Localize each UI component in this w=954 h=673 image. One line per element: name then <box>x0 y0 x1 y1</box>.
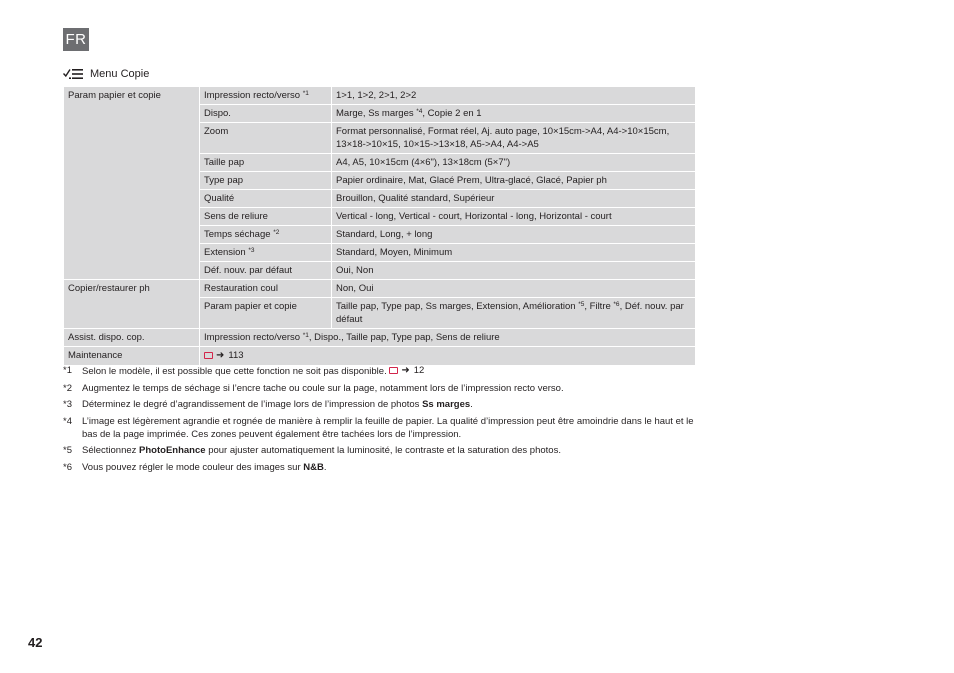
setting-name: Extension $^{*3}$ <box>200 244 332 262</box>
footnote: *1 Selon le modèle, il est possible que cette fonction ne soit pas disponible. ➜ 12 <box>63 365 425 377</box>
book-icon <box>389 367 398 374</box>
group-layout-copy-wizard: Assist. dispo. cop. <box>64 329 200 347</box>
setting-value: Marge, Ss marges $^{*4}$, Copie 2 en 1 <box>332 105 696 123</box>
setting-name: Restauration coul <box>200 280 332 298</box>
setting-value: Brouillon, Qualité standard, Supérieur <box>332 190 696 208</box>
setting-value: Standard, Long, + long <box>332 226 696 244</box>
footnote: *3 Déterminez le degré d’agrandissement de l’image lors de l’impression de photos Ss marges. <box>63 399 473 410</box>
footnote: *4 L’image est légèrement agrandie et rognée de manière à remplir la feuille de papier. La qualité d’impression peut être amoindrie dans le haut et le bas de la page imprimée. Ces zones peuvent également être tachées lors de l’impression. <box>63 415 694 440</box>
setting-value: A4, A5, 10×15cm (4×6"), 13×18cm (5×7") <box>332 154 696 172</box>
maintenance-page-reference[interactable] <box>200 347 696 366</box>
setting-name: Param papier et copie <box>200 298 332 329</box>
setting-value: Impression recto/verso $^{*1}$, Dispo., Taille pap, Type pap, Sens de reliure <box>200 329 696 347</box>
setting-name: Impression recto/verso $^{*1}$ <box>200 87 332 105</box>
reference-page-number: 113 <box>228 350 244 361</box>
footnote: *6 Vous pouvez régler le mode couleur des images sur N&B. <box>63 461 327 473</box>
setting-value: Papier ordinaire, Mat, Glacé Prem, Ultra-glacé, Glacé, Papier ph <box>332 172 696 190</box>
setting-value: 1>1, 1>2, 2>1, 2>2 <box>332 87 696 105</box>
group-copy-restore-photos: Copier/restaurer ph <box>64 280 200 329</box>
setting-value: Standard, Moyen, Minimum <box>332 244 696 262</box>
table-row <box>64 347 696 366</box>
setting-name: Zoom <box>200 123 332 154</box>
group-maintenance: Maintenance <box>64 347 200 366</box>
arrow-right-icon: ➜ <box>401 365 410 376</box>
copy-menu-table <box>63 86 696 366</box>
setting-name: Temps séchage $^{*2}$ <box>200 226 332 244</box>
arrow-right-icon: ➜ <box>216 350 225 361</box>
menu-title-text: Menu Copie <box>90 68 150 80</box>
setting-value: Taille pap, Type pap, Ss marges, Extension, Amélioration $^{*5}$, Filtre $^{*6}$, Déf. nouv. par défaut <box>332 298 696 329</box>
footnote: *2 Augmentez le temps de séchage si l’encre tache ou coule sur la page, notamment lors de l’impression recto verso. <box>63 382 564 394</box>
menu-title <box>63 66 149 82</box>
book-icon <box>204 352 213 359</box>
setting-value: Non, Oui <box>332 280 696 298</box>
page-number: 42 <box>28 635 43 650</box>
footnote: *5 Sélectionnez PhotoEnhance pour ajuster automatiquement la luminosité, le contraste et la saturation des photos. <box>63 445 561 456</box>
setting-name: Dispo. <box>200 105 332 123</box>
checklist-menu-icon <box>63 68 84 80</box>
footnote-page-reference[interactable]: ➜ 12 <box>389 364 424 377</box>
footnotes <box>63 364 703 477</box>
setting-value: Oui, Non <box>332 262 696 280</box>
table-row <box>64 329 696 347</box>
setting-name: Taille pap <box>200 154 332 172</box>
group-paper-copy-settings: Param papier et copie <box>64 87 200 280</box>
setting-name: Sens de reliure <box>200 208 332 226</box>
setting-value: Vertical - long, Vertical - court, Horizontal - long, Horizontal - court <box>332 208 696 226</box>
table-row <box>64 280 696 298</box>
setting-name: Type pap <box>200 172 332 190</box>
table-row <box>64 87 696 105</box>
setting-value: Format personnalisé, Format réel, Aj. auto page, 10×15cm->A4, A4->10×15cm, 13×18->10×15, 10×15->13×18, A5->A4, A4->A5 <box>332 123 696 154</box>
setting-name: Déf. nouv. par défaut <box>200 262 332 280</box>
language-badge: FR <box>63 28 89 51</box>
setting-name: Qualité <box>200 190 332 208</box>
